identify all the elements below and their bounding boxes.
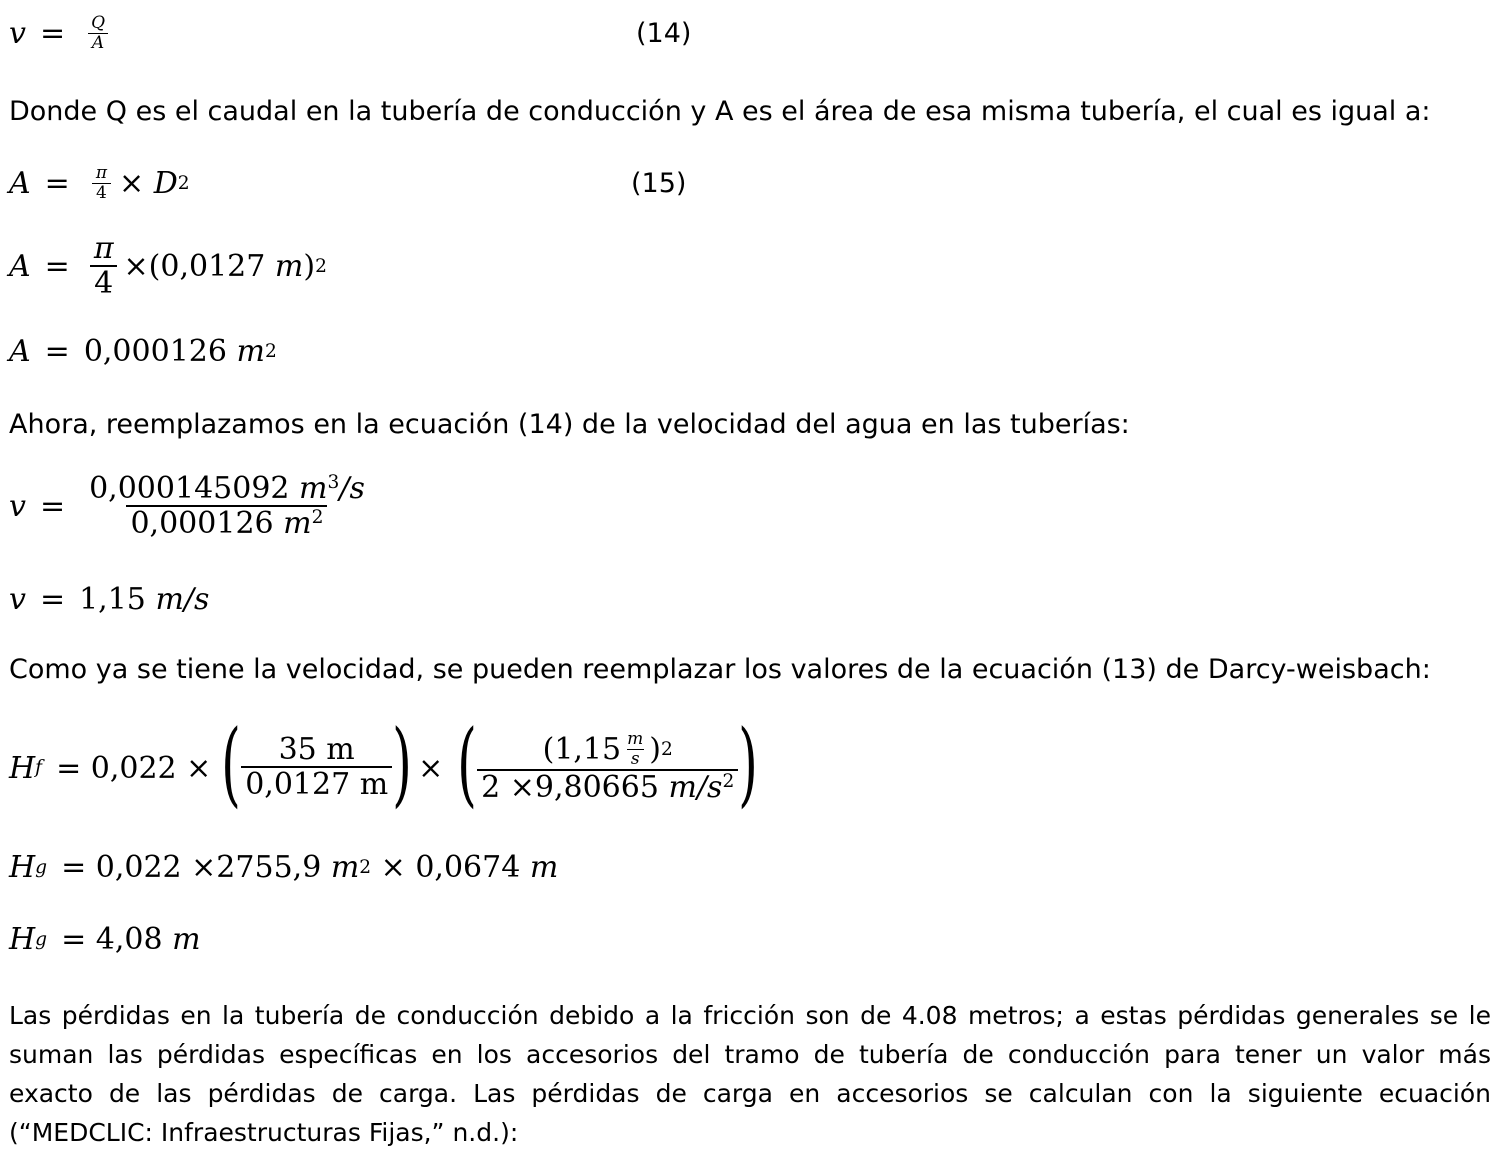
eqA2-unit: m [274,249,304,285]
eqV2-lhs: v [9,582,26,617]
equation-hg-substitution: H g = 0,022 ×2755,9 m 2 × 0,0674 m [9,850,559,885]
equation-area-substitution: A = $\frac{\pi}{4}$ ×(0,0127 m ) 2 [9,231,327,301]
paragraph-line-1: Las pérdidas en la tubería de conducción debido a la fricción son de 4.08 metros; a estas pérdidas generales se le [9,1001,1491,1030]
eqH1-f2-numerator: (1,15 $\frac{m}{s}$ ) 2 [542,729,673,769]
eqV1-num-unit: m [299,471,328,506]
eqH3-rhs: = 4,08 [61,922,163,957]
eqH2-unit2: m [529,850,559,885]
eqH1-f2-unit-fraction [623,730,647,769]
paragraph-perdidas [9,996,1491,1152]
equation-number-15: (15) [631,168,687,199]
eq14-lhs: v [9,16,26,52]
eqH2-lhs: H [9,850,36,885]
right-paren: ) [392,710,412,817]
left-paren: ( [457,710,478,817]
eqV1-denominator [126,505,327,542]
eqH1-f2-unit-num: m [627,729,644,750]
eq15-lhs: A [9,166,31,202]
eqH1-f2-den-unit: m/s [668,770,723,806]
eqV1-numerator [85,472,369,505]
eqH1-coef: = 0,022 × [56,750,212,786]
eqH1-fraction-2 [477,730,738,806]
left-paren: ( [221,710,242,817]
eqA2-numerator: π [93,231,114,266]
paragraph-line-2: suman las pérdidas específicas en los accesorios del tramo de tubería de conducción para tener un valor más [9,1040,1491,1069]
eq14-fraction [87,14,109,53]
equals-sign: = [44,249,70,285]
eqV1-fraction [85,472,369,542]
eqA2-fraction [90,232,118,302]
equation-area-result: A = 0,000126 m 2 [9,334,277,369]
eqV1-lhs: v [9,489,26,525]
eqH1-f2-den-value: 2 ×9,80665 [481,770,659,806]
eqH1-fraction-1 [241,733,392,803]
eqH1-f2-denominator [477,769,738,806]
eq15-denominator: 4 [92,183,111,204]
equals-sign: = [44,334,70,369]
equation-velocity-result [9,582,209,617]
eqV2-unit: m/s [155,582,210,617]
eqH3-sub: g [35,928,48,950]
paragraph-caudal: Donde Q es el caudal en la tubería de conducción y A es el área de esa misma tubería, el cual es igual a: [9,96,1431,127]
equation-15: A = $\frac{\pi}{4}$ × D 2 [9,163,190,203]
paragraph-darcy: Como ya se tiene la velocidad, se pueden reemplazar los valores de la ecuación (13) de Darcy-weisbach: [9,654,1431,685]
eqH1-f1-numerator: 35 m [278,732,355,768]
eqH1-f2-close: ) [649,732,661,768]
eqA2-lhs: A [9,249,31,285]
paragraph-line-4: (“MEDCLIC: Infraestructuras Fijas,” n.d.): [9,1118,519,1147]
eqV2-value: 1,15 [79,582,146,617]
equation-darcy-weisbach [9,710,759,817]
paragraph-reemplazamos: Ahora, reemplazamos en la ecuación (14) de la velocidad del agua en las tuberías: [9,409,1130,440]
eqA3-value: 0,000126 [83,334,227,369]
eq15-fraction [92,164,111,203]
eqH2-rhs2: × 0,0674 [380,850,521,885]
eqH1-f2-den-exp: 2 [722,771,735,793]
equals-sign: = [44,166,70,202]
equation-number-14: (14) [636,18,692,49]
eqH2-unit1: m [330,850,360,885]
eqH1-f1-denominator: 0,0127 m [241,766,392,803]
right-paren: ) [738,710,759,817]
eqV1-num-tail: /s [339,471,365,506]
eqH1-sub: f [35,757,43,778]
eqA2-denominator: 4 [90,265,117,302]
eqH2-rhs1: = 0,022 ×2755,9 [61,850,322,885]
equals-sign: = [39,489,66,525]
equation-hg-result [9,922,201,957]
eq15-numerator: π [95,163,107,183]
eqH3-lhs: H [9,922,36,957]
eq14-denominator: A [88,33,108,54]
equation-velocity-substitution [9,472,375,542]
equals-sign: = [39,582,66,617]
eqH3-unit: m [172,922,201,957]
eq15-rhs: D [153,166,178,202]
paragraph-line-3: exacto de las pérdidas de carga. Las pérdidas de carga en accesorios se calculan con la siguiente ecuación [9,1079,1491,1108]
eqA2-rhs: ×(0,0127 [123,249,266,285]
eq14-numerator: Q [91,13,106,33]
equation-14 [9,14,117,53]
eqV1-den-value: 0,000126 [130,506,274,541]
eqV1-den-exp: 2 [311,506,324,528]
eqH1-times: × [418,750,444,786]
eqV1-num-value: 0,000145092 [89,471,290,506]
eqA2-close: ) [303,249,316,285]
eqH1-f2-unit-den: s [627,749,644,770]
eqH1-f2-open: (1,15 [542,732,622,768]
eqV1-den-unit: m [283,506,312,541]
eqV1-num-exp: 3 [327,471,340,493]
eqA3-lhs: A [9,334,31,369]
eqH2-sub: g [35,856,48,878]
equals-sign: = [39,16,66,52]
eq15-times: × [119,166,145,202]
eqA3-unit: m [236,334,265,369]
eqH1-lhs: H [9,750,36,786]
